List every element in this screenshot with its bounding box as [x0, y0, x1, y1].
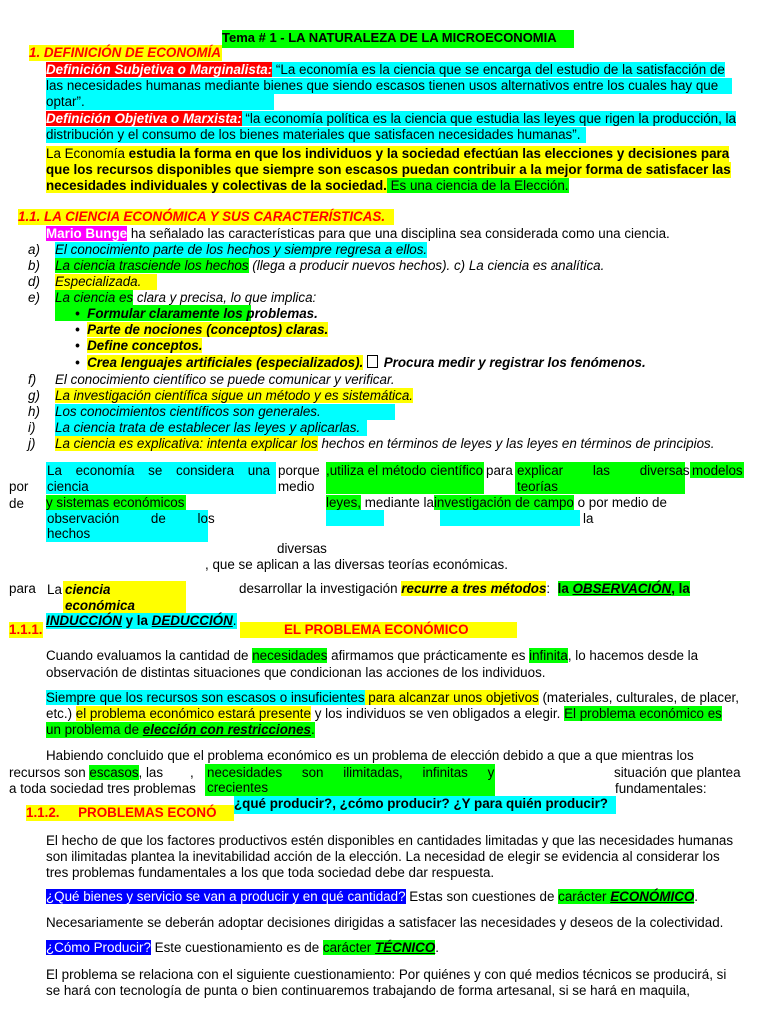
paragraph-fragment: modelos — [692, 463, 743, 478]
paragraph-fragment: y sistemas económicos — [46, 495, 185, 510]
question-2-line: ¿Cómo Producir? Este cuestionamiento es de carácter TÉCNICO. — [46, 940, 439, 955]
list-item: La investigación científica sigue un método y es sistemática. — [55, 388, 414, 403]
paragraph-fragment: ciencia — [47, 479, 89, 494]
section-1-1-heading: 1.1. LA CIENCIA ECONÓMICA Y SUS CARACTERÍSTICAS. — [18, 209, 394, 225]
paragraph-fragment: ,utiliza el método científico — [326, 463, 484, 478]
paragraph-fragment: a toda sociedad tres problemas — [9, 781, 196, 796]
bunge-line: Mario Bunge ha señalado las características para que una disciplina sea considerada como una ciencia. — [46, 226, 670, 241]
paragraph-line: son ilimitadas plantea la inevitabilidad acción de la elección. La necesidad de elegir se evidencia al considerar los — [46, 849, 720, 864]
paragraph-fragment: teorías — [517, 479, 558, 494]
list-marker: a) — [28, 242, 40, 257]
subjective-definition-line-2: las necesidades humanas mediante bienes que siendo escasos tienen usos alternativos entre los cuales hay que — [46, 78, 732, 94]
paragraph-fragment: La economía se considera una — [47, 463, 271, 478]
question-1-line: ¿Qué bienes y servicio se van a producir y en qué cantidad? Estas son cuestiones de carácter ECONÓMICO. — [46, 889, 699, 904]
list-item: El conocimiento científico se puede comunicar y verificar. — [55, 372, 395, 387]
paragraph-fragment: por — [9, 479, 29, 494]
list-marker: h) — [28, 404, 40, 419]
list-marker: j) — [28, 436, 36, 451]
list-item: La ciencia es explicativa: intenta explicar los hechos en términos de leyes y las leyes en términos de principios. — [55, 436, 715, 451]
highlight-block — [440, 510, 580, 526]
paragraph-fragment: hechos — [47, 526, 91, 541]
paragraph-line: un problema de elección con restricciones. — [46, 722, 315, 737]
bullet-item: • Crea lenguajes artificiales (especializados). Procura medir y registrar los fenómenos. — [75, 355, 646, 370]
list-marker: e) — [28, 290, 40, 305]
list-item: El conocimiento parte de los hechos y siempre regresa a ellos. — [55, 242, 428, 257]
methods-line-2: INDUCCIÓN y la DEDUCCIÓN. — [46, 613, 237, 628]
list-marker: g) — [28, 388, 40, 403]
bullet-item: • Parte de nociones (conceptos) claras. — [75, 322, 329, 337]
paragraph-fragment: fundamentales: — [615, 781, 707, 796]
list-marker: b) — [28, 258, 40, 273]
economy-studies-line-3: necesidades individuales y colectivas de la sociedad. Es una ciencia de la Elección. — [46, 178, 569, 193]
economy-studies-line-2: que los recursos disponibles que siempre son escasos puedan contribuir a la mejor forma de satisfacer las — [46, 162, 731, 177]
paragraph-fragment: diversas — [277, 541, 327, 556]
paragraph-line: observación de distintas situaciones que condicionan las acciones de los individuos. — [46, 665, 546, 680]
objective-definition-line-2: distribución y el consumo de los bienes materiales que satisfacen necesidades humanas”. — [46, 127, 586, 143]
three-questions: ¿qué producir?, ¿cómo producir? ¿Y para quién producir? — [234, 796, 616, 814]
paragraph-line: El hecho de que los factores productivos estén disponibles en cantidades limitadas y que las necesidades humanas — [46, 833, 734, 848]
paragraph-fragment: de — [9, 496, 24, 511]
paragraph-fragment: crecientes — [207, 780, 269, 795]
list-marker: i) — [28, 420, 36, 435]
paragraph-fragment: leyes, mediante lainvestigación de campo o por medio de — [326, 495, 667, 510]
paragraph-line: recursos son escasos, las — [9, 765, 164, 780]
paragraph-fragment: La — [47, 582, 62, 597]
paragraph-line: El problema se relaciona con el siguiente cuestionamiento: Por quiénes y con qué medios técnicos se producirá, si — [46, 967, 727, 982]
highlight-block — [326, 510, 384, 526]
list-item: Los conocimientos científicos son generales. — [55, 404, 395, 420]
objective-definition-line-1: Definición Objetiva o Marxista: “la economía política es la ciencia que estudia las leyes que rigen la producción, la — [46, 111, 736, 126]
paragraph-fragment: , que se aplican a las diversas teorías económicas. — [205, 557, 508, 572]
paragraph-fragment: explicar las diversas — [517, 463, 690, 478]
subjective-definition-line-3: optar”. — [46, 94, 274, 110]
paragraph-line: Siempre que los recursos son escasos o insuficientes para alcanzar unos objetivos (materiales, culturales, de placer, — [46, 690, 739, 705]
paragraph-fragment: medio — [278, 479, 315, 494]
square-bullet-icon — [367, 355, 378, 368]
section-1-heading: 1. DEFINICIÓN DE ECONOMÍA — [29, 45, 221, 60]
paragraph-fragment: para — [486, 463, 513, 478]
list-item: La ciencia es clara y precisa, lo que implica: — [55, 290, 317, 305]
list-marker: d) — [28, 274, 40, 289]
mario-bunge-name: Mario Bunge — [46, 226, 128, 241]
document-title: Tema # 1 - LA NATURALEZA DE LA MICROECONOMIA — [222, 30, 574, 48]
list-item: Especializada. — [55, 274, 157, 290]
paragraph-fragment: la — [583, 511, 594, 526]
section-1-1-1-number: 1.1.1. — [9, 622, 43, 637]
bullet-item: • Formular claramente los problemas. — [75, 306, 318, 321]
economy-studies-line-1: La Economía estudia la forma en que los individuos y la sociedad efectúan las elecciones y decisiones para — [46, 146, 730, 161]
subjective-definition-label: Definición Subjetiva o Marginalista: — [46, 62, 273, 77]
paragraph-fragment: ciencia — [65, 582, 111, 597]
paragraph-line: se hará con tecnología de punta o bien continuaremos trabajando de forma artesanal, si se hará en maquila, — [46, 983, 690, 998]
paragraph-line: Necesariamente se deberán adoptar decisiones dirigidas a satisfacer las necesidades y deseos de la colectividad. — [46, 915, 724, 930]
paragraph-fragment: económica — [65, 598, 135, 613]
list-item: La ciencia trata de establecer las leyes y aplicarlas. — [55, 420, 367, 436]
paragraph-fragment: desarrollar la investigación recurre a tres métodos: la OBSERVACIÓN, la — [239, 581, 690, 596]
section-1-1-2-heading: 1.1.2. PROBLEMAS ECONÓ — [26, 805, 234, 821]
paragraph-line: Cuando evaluamos la cantidad de necesidades afirmamos que prácticamente es infinita, lo hacemos desde la — [46, 648, 699, 663]
subjective-definition-line-1 — [46, 62, 725, 78]
paragraph-line: Habiendo concluido que el problema económico es un problema de elección debido a que a que mientras los — [46, 748, 694, 763]
paragraph-line: etc.) el problema económico estará presente y los individuos se ven obligados a elegir. El problema económico es — [46, 706, 722, 721]
paragraph-fragment: situación que plantea — [614, 765, 741, 780]
paragraph-fragment: observación de los — [47, 511, 215, 526]
paragraph-line: tres problemas fundamentales a los que toda sociedad debe dar respuesta. — [46, 865, 495, 880]
paragraph-fragment: porque — [278, 463, 320, 478]
list-item: La ciencia trasciende los hechos (llega a producir nuevos hechos). c) La ciencia es analítica. — [55, 258, 605, 273]
subjective-definition-text: “La economía es la ciencia que se encarga del estudio de la satisfacción de — [272, 62, 725, 77]
section-1-1-1-heading: EL PROBLEMA ECONÓMICO — [240, 622, 517, 638]
list-marker: f) — [28, 372, 37, 387]
paragraph-fragment: , — [190, 765, 194, 780]
paragraph-fragment: para — [9, 581, 36, 596]
objective-definition-label: Definición Objetiva o Marxista: — [46, 111, 242, 126]
paragraph-fragment: necesidades son ilimitadas, infinitas y — [207, 765, 495, 780]
bullet-item: • Define conceptos. — [75, 338, 203, 353]
